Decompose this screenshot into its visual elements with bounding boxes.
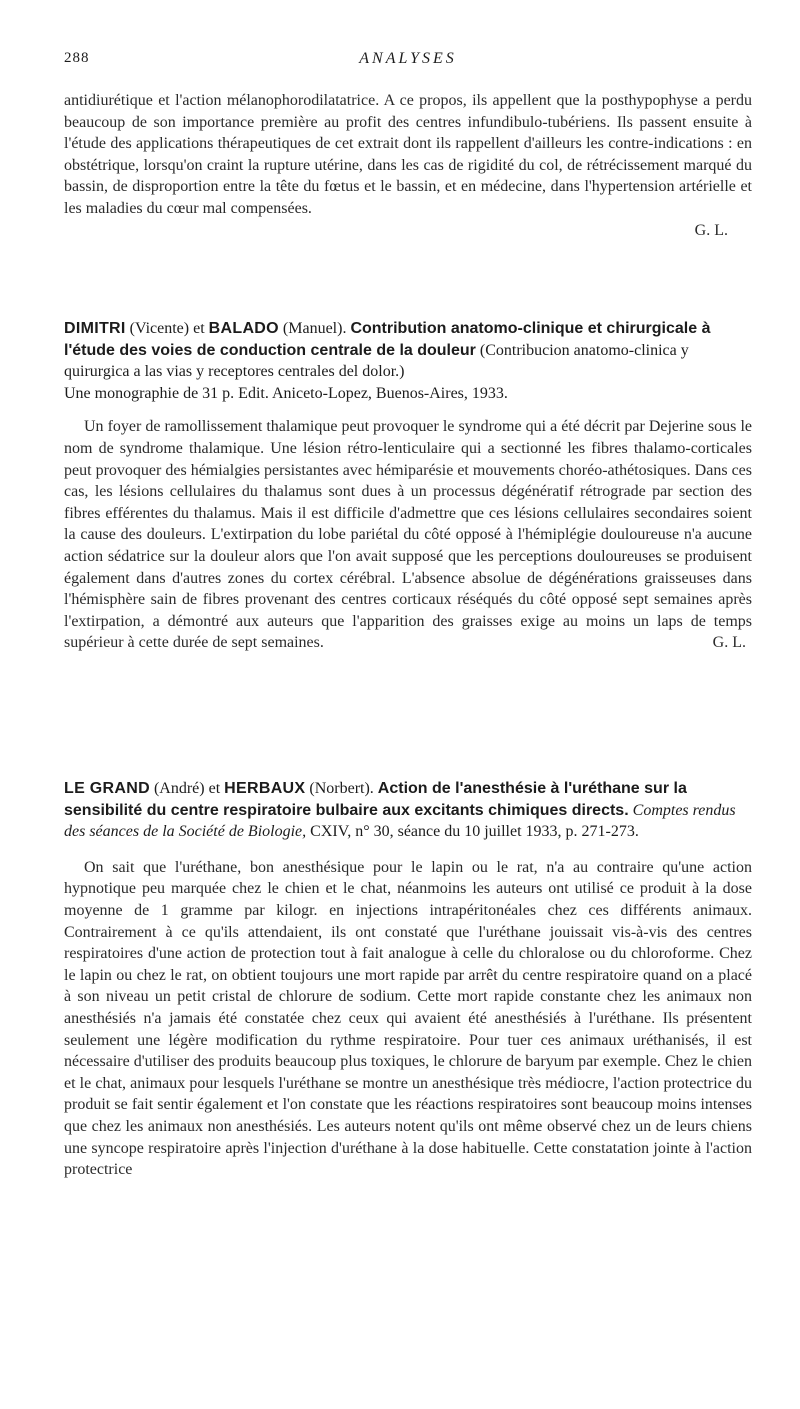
author-given-name: (Vicente) — [125, 320, 194, 337]
page-number: 288 — [64, 50, 90, 66]
article-body — [64, 416, 752, 654]
article-reference: Une monographie de 31 p. Edit. Aniceto-Lopez, Buenos-Aires, 1933. — [64, 384, 508, 402]
continuation-paragraph: antidiurétique et l'action mélanophorodilatatrice. A ce propos, ils appellent que la posthypophyse a perdu beaucoup de son importance première au profit des centres infundibulo-tubériens. Ils passent ensuite à l'étude des applications thérapeutiques de cet extrait dont ils rappellent d'ailleurs les contre-indications : en obstétrique, lorsqu'on craint la rupture utérine, dans les cas de rigidité du col, de rétrécissement marqué du bassin, de disproportion entre la tête du fœtus et le bassin, et en médecine, dans l'hypertension artérielle et les maladies du cœur mal compensées. — [64, 92, 752, 217]
running-title: ANALYSES — [359, 50, 457, 67]
article-legrand-herbaux — [64, 778, 752, 1181]
article-body-text: Un foyer de ramollissement thalamique peut provoquer le syndrome qui a été décrit par Dejerine sous le nom de syndrome thalamique. Une lésion rétro-lenticulaire qui a sectionné les fibres thalamo-corticales peut provoquer des hémialgies persistantes avec hémiparésie et mouvements choréo-athétosiques. Dans ces cas, les lésions cellulaires du thalamus sont dues à un processus dégénératif rétrograde par section des fibres efférentes du thalamus. Mais il est difficile d'admettre que ces lésions cellulaires secondaires soient la cause des douleurs. L'extirpation du lobe pariétal du côté opposé à l'hémiplégie douloureuse n'a aucune action sédatrice sur la douleur alors que l'on avait supposé que les perceptions douloureuses se produisent également dans d'autres zones du cortex cérébral. L'absence absolue de dégénérations graisseuses dans l'hémisphère sain de fibres provenant des centres corticaux réséqués du côté opposé sept semaines après l'extirpation, a démontré aux auteurs que l'apparition des graisses exige au moins un laps de temps supérieur à cette durée de sept semaines. — [64, 418, 752, 652]
signature: G. L. — [694, 221, 728, 239]
title-translation: (Contribucion anatomo-clinica y quirurgica a las vias y receptores centrales del dolor.) — [64, 341, 689, 381]
page-header — [64, 50, 752, 74]
article-reference: CXIV, n° 30, séance du 10 juillet 1933, p. 271-273. — [306, 823, 639, 841]
conjunction: et — [193, 320, 209, 337]
author-name: BALADO — [208, 320, 279, 337]
signature: G. L. — [712, 634, 746, 652]
article-heading — [64, 318, 752, 383]
article-continuation — [64, 90, 752, 241]
article-heading — [64, 778, 752, 843]
author-name: DIMITRI — [64, 320, 126, 337]
conjunction: et — [208, 780, 225, 797]
article-title: Contribution anatomo-clinique et chirurgicale à l'étude des voies de conduction centrale de la douleur — [64, 320, 711, 359]
article-title: Action de l'anesthésie à l'uréthane sur la sensibilité du centre respiratoire bulbaire aux excitants chimiques directs. — [64, 780, 687, 819]
author-name: HERBAUX — [224, 780, 306, 797]
author-given-name: (André) — [149, 780, 209, 797]
article-dimitri-balado — [64, 318, 752, 654]
journal-title: Comptes rendus des séances de la Société de Biologie, — [64, 801, 736, 841]
author-name: LE GRAND — [64, 780, 150, 797]
author-given-name: (Manuel). — [278, 320, 351, 337]
author-given-name: (Norbert). — [305, 780, 378, 797]
article-body: On sait que l'uréthane, bon anesthésique pour le lapin ou le rat, n'a au contraire qu'une action hypnotique peu marquée chez le chien et le chat, néanmoins les auteurs ont utilisé ce produit à la dose moyenne de 1 gramme par kilogr. en injections intrapéritonéales chez ces différents animaux. Contrairement à ce qu'ils attendaient, ils ont constaté que l'uréthane jouissait vis-à-vis des centres respiratoires d'une action de protection tout à fait analogue à celle du chloralose ou du chloroforme. Chez le lapin ou chez le rat, on obtient toujours une mort rapide par arrêt du centre respiratoire quand on a placé à son niveau un petit cristal de chlorure de sodium. Cette mort rapide constante chez les animaux non anesthésiés n'a jamais été constatée chez ceux qui avaient été anesthésiés à l'uréthane. Ils présentent seulement une légère modification du rythme respiratoire. Pour tuer ces animaux uréthanisés, il est nécessaire d'utiliser des produits beaucoup plus toxiques, le chlorure de baryum par exemple. Chez le chien et le chat, animaux pour lesquels l'uréthane se montre un anesthésique très médiocre, l'action protectrice du produit se fait sentir également et l'on constate que les réactions respiratoires sont beaucoup moins intenses que chez les animaux non anesthésiés. Les auteurs notent qu'ils ont même observé chez un de leurs chiens une syncope respiratoire après l'injection d'uréthane à la dose habituelle. Cette constatation jointe à l'action protectrice — [64, 858, 752, 1179]
